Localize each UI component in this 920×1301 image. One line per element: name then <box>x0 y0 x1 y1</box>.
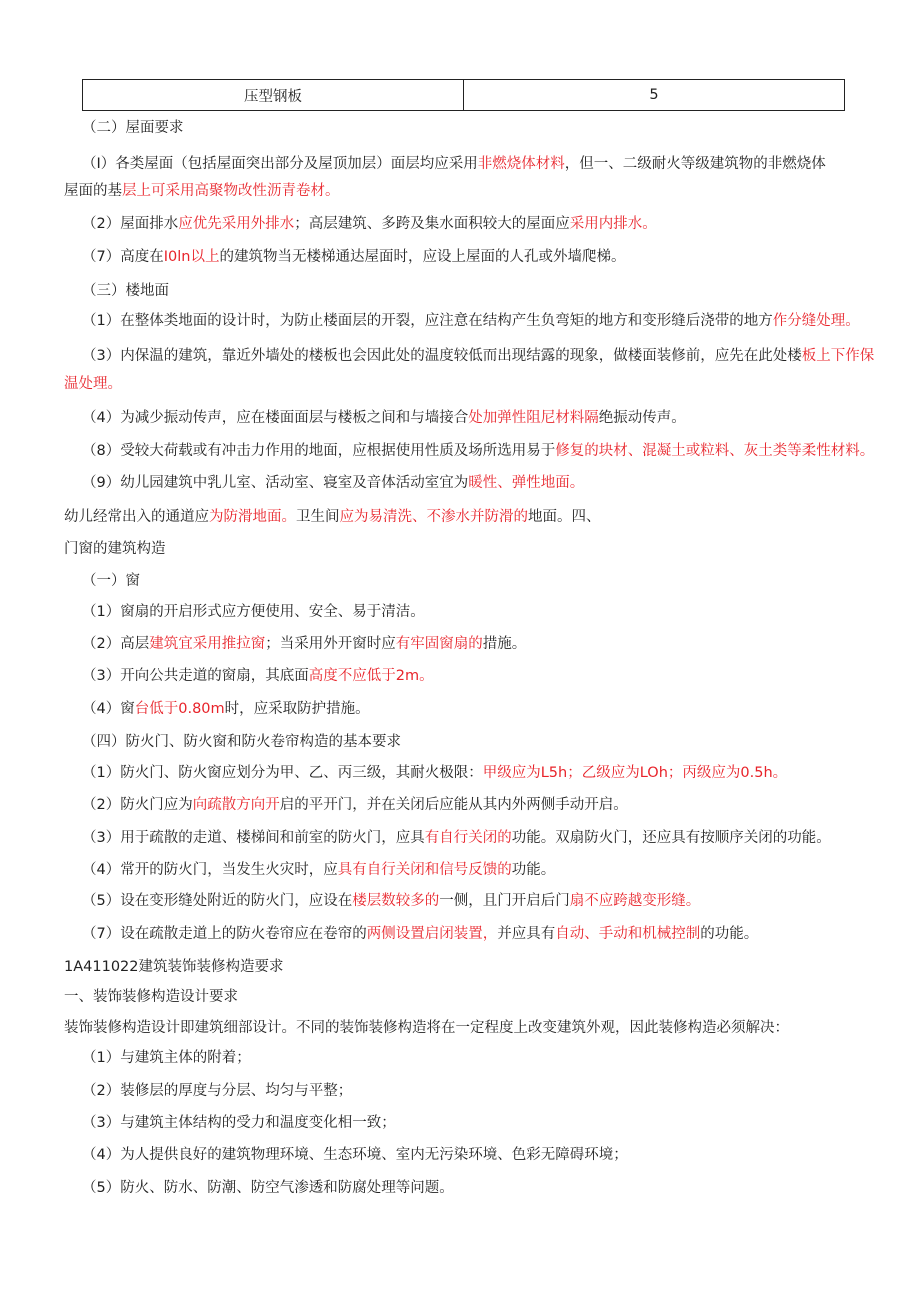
text-run: （1）与建筑主体的附着； <box>82 1050 251 1066</box>
window-heading <box>82 571 140 591</box>
text-run: （4）常开的防火门，当发生火灾时，应 <box>82 862 338 878</box>
paragraph-line <box>64 1018 789 1038</box>
text-run: （3）内保温的建筑，靠近外墙处的楼板也会因此处的温度较低而出现结露的现象，做楼面装修前，应先在此处楼 <box>82 348 802 364</box>
highlighted-text: 非燃烧体材料 <box>477 156 565 172</box>
section-heading <box>64 539 166 559</box>
highlighted-text: 为防滑地面。 <box>209 509 296 525</box>
fire-heading <box>82 732 401 752</box>
highlighted-text: 甲级应为L5h；乙级应为LOh；丙级应为0.5h。 <box>482 765 788 781</box>
text-run: （5）防火、防水、防潮、防空气渗透和防腐处理等问题。 <box>82 1180 454 1196</box>
table-cell-material: 压型钢板 <box>83 80 464 111</box>
text-run: （一）窗 <box>82 573 140 589</box>
paragraph-line <box>82 634 526 654</box>
text-run: （1）防火门、防火窗应划分为甲、乙、丙三级，其耐火极限： <box>82 765 483 781</box>
text-run: （2）高层 <box>82 636 150 652</box>
paragraph-line <box>64 181 340 201</box>
spec-table <box>82 79 845 111</box>
paragraph-line <box>82 247 625 267</box>
text-run: 装饰装修构造设计即建筑细部设计。不同的装饰装修构造将在一定程度上改变建筑外观，因此装修构造必须解决： <box>64 1020 789 1036</box>
highlighted-text: 暖性、弹性地面。 <box>468 475 585 491</box>
text-run: ，但一、二级耐火等级建筑物的非燃烧体 <box>564 156 826 172</box>
highlighted-text: 建筑宜采用推拉窗 <box>149 636 266 652</box>
highlighted-text: 作分缝处理。 <box>772 313 860 329</box>
paragraph-line <box>82 441 874 461</box>
text-run: 卫生间 <box>296 509 340 525</box>
highlighted-text: 两侧设置启闭装置， <box>366 926 498 942</box>
paragraph-line <box>64 374 122 394</box>
paragraph-line <box>82 214 657 234</box>
highlighted-text: 扇不应跨越变形缝。 <box>569 893 701 909</box>
text-run: （四）防火门、防火窗和防火卷帘构造的基本要求 <box>82 734 401 750</box>
highlighted-text: 修复的块材、混凝土或粒料、灰土类等柔性材料。 <box>555 443 875 459</box>
section-heading <box>64 987 238 1007</box>
text-run: （I）各类屋面（包括屋面突出部分及屋顶加层）面层均应采用 <box>82 156 478 172</box>
text-run: 幼儿经常出入的通道应 <box>64 509 209 525</box>
highlighted-text: 向疏散方向开 <box>192 797 280 813</box>
text-run: 一、装饰装修构造设计要求 <box>64 989 238 1005</box>
highlighted-text: 自动、手动和机械控制 <box>555 926 701 942</box>
paragraph-line <box>82 346 874 366</box>
paragraph-line <box>82 473 584 493</box>
highlighted-text: 楼层数较多的 <box>352 893 440 909</box>
highlighted-text: 应优先采用外排水 <box>178 216 295 232</box>
text-run: 的建筑物当无楼梯通达屋面时，应设上屋面的人孔或外墙爬梯。 <box>219 249 626 265</box>
paragraph-line <box>82 860 555 880</box>
highlighted-text: 采用内排水。 <box>569 216 657 232</box>
highlighted-text: 层上可采用高聚物改性沥青卷材。 <box>122 183 340 199</box>
text-run: ；当采用外开窗时应 <box>265 636 396 652</box>
list-item <box>82 1145 628 1165</box>
highlighted-text: 应为易清洗、不渗水并防滑的 <box>339 509 528 525</box>
table-cell-value: 5 <box>464 80 845 111</box>
paragraph-line <box>82 408 686 428</box>
paragraph-line <box>82 311 860 331</box>
paragraph-line <box>82 795 628 815</box>
text-run: 时，应采取防护措施。 <box>224 701 370 717</box>
paragraph-line <box>82 666 434 686</box>
text-run: 启的平开门，并在关闭后应能从其内外两侧手动开启。 <box>279 797 628 813</box>
paragraph-line <box>82 924 758 944</box>
text-run: 的功能。 <box>700 926 759 942</box>
text-run: （4）为减少振动传声，应在楼面面层与楼板之间和与墙接合 <box>82 410 469 426</box>
text-run: （8）受较大荷载或有冲击力作用的地面，应根据使用性质及场所选用易于 <box>82 443 556 459</box>
paragraph-line <box>82 699 370 719</box>
text-run: （2）装修层的厚度与分层、均匀与平整； <box>82 1083 353 1099</box>
text-run: 地面。四、 <box>528 509 601 525</box>
list-item <box>82 1178 454 1198</box>
paragraph-line <box>82 891 700 911</box>
highlighted-text: 温处理。 <box>64 376 122 392</box>
highlighted-text: 台低于0.80m <box>134 701 225 717</box>
text-run: 绝振动传声。 <box>598 410 686 426</box>
text-run: 措施。 <box>482 636 527 652</box>
highlighted-text: 处加弹性阻尼材料隔 <box>468 410 599 426</box>
text-run: （7）高度在 <box>82 249 164 265</box>
text-run: （三）楼地面 <box>82 283 169 299</box>
paragraph-line <box>82 154 826 174</box>
text-run: （2）屋面排水 <box>82 216 179 232</box>
highlighted-text: I0ln以上 <box>163 249 220 265</box>
text-run: 功能。 <box>511 862 556 878</box>
text-run: （3）开向公共走道的窗扇，其底面 <box>82 668 309 684</box>
paragraph-line <box>82 828 831 848</box>
text-run: （1）窗扇的开启形式应方便使用、安全、易于清洁。 <box>82 604 425 620</box>
text-run: （3）用于疏散的走道、楼梯间和前室的防火门，应具 <box>82 830 425 846</box>
text-run: 一侧，且门开启后门 <box>439 893 570 909</box>
text-run: （9）幼儿园建筑中乳儿室、活动室、寝室及音体活动室宜为 <box>82 475 469 491</box>
text-run: 功能。双扇防火门，还应具有按顺序关闭的功能。 <box>511 830 831 846</box>
text-run: 并应具有 <box>497 926 556 942</box>
list-item <box>82 1048 251 1068</box>
highlighted-text: 有牢固窗扇的 <box>395 636 483 652</box>
highlighted-text: 板上下作保 <box>801 348 875 364</box>
list-item <box>82 1113 396 1133</box>
table-row <box>83 80 845 111</box>
floor-heading <box>82 281 169 301</box>
text-run: （5）设在变形缝处附近的防火门，应设在 <box>82 893 353 909</box>
highlighted-text: 具有自行关闭和信号反馈的 <box>337 862 512 878</box>
paragraph-line <box>82 763 787 783</box>
text-run: 屋面的基 <box>64 183 122 199</box>
text-run: 门窗的建筑构造 <box>64 541 166 557</box>
text-run: （4）窗 <box>82 701 135 717</box>
text-run: （7）设在疏散走道上的防火卷帘应在卷帘的 <box>82 926 367 942</box>
text-run: 1A411022建筑装饰装修构造要求 <box>64 959 284 975</box>
text-run: （2）防火门应为 <box>82 797 193 813</box>
text-run: （二）屋面要求 <box>82 120 184 136</box>
text-run: ；高层建筑、多跨及集水面积较大的屋面应 <box>294 216 570 232</box>
section-code <box>64 957 284 977</box>
paragraph-line <box>64 507 601 527</box>
text-run: （3）与建筑主体结构的受力和温度变化相一致； <box>82 1115 396 1131</box>
list-item <box>82 1081 352 1101</box>
text-run: （4）为人提供良好的建筑物理环境、生态环境、室内无污染环境、色彩无障碍环境； <box>82 1147 628 1163</box>
highlighted-text: 有自行关闭的 <box>424 830 512 846</box>
text-run: （1）在整体类地面的设计时，为防止楼面层的开裂，应注意在结构产生负弯矩的地方和变形缝后浇带的地方 <box>82 313 773 329</box>
highlighted-text: 高度不应低于2m。 <box>308 668 434 684</box>
paragraph-line <box>82 602 425 622</box>
roof-heading <box>82 118 184 138</box>
